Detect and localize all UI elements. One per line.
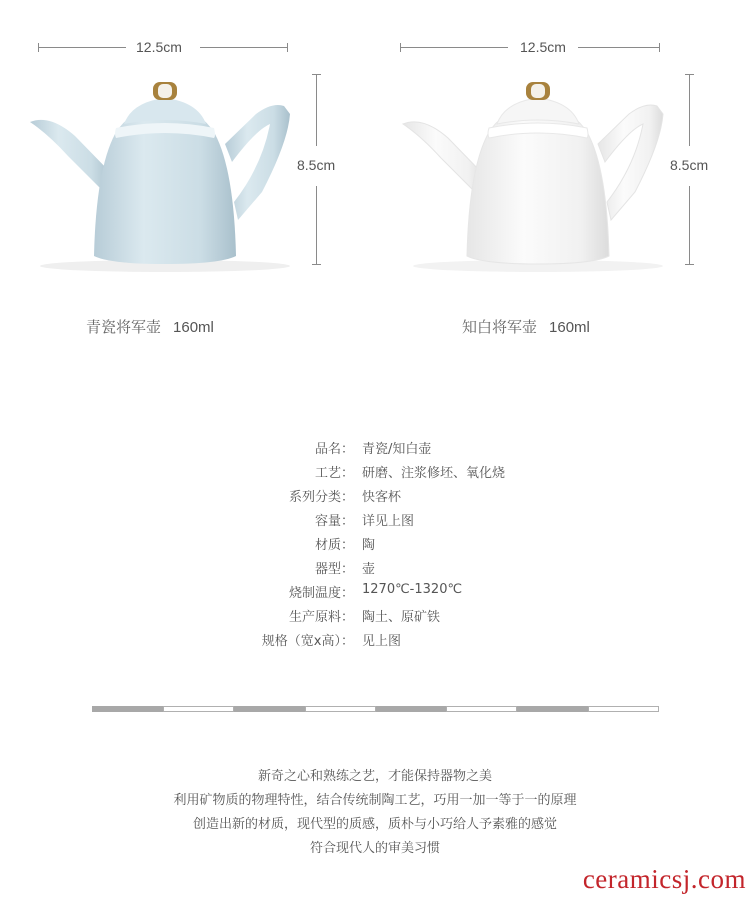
divider-segment	[588, 706, 659, 712]
height-dimension-line	[689, 186, 690, 264]
description-line: 新奇之心和熟练之艺，才能保持器物之美	[257, 769, 492, 784]
spec-value: 详见上图	[362, 514, 415, 529]
spec-key: 规格（宽x高）：	[261, 634, 354, 649]
white-teapot-image	[393, 70, 683, 280]
spec-key: 生产原料：	[288, 610, 354, 625]
height-dimension-line	[316, 186, 317, 264]
width-dimension-cap	[38, 43, 39, 52]
width-dimension-cap	[659, 43, 660, 52]
product-volume: 160ml	[173, 319, 214, 336]
spec-value: 快客杯	[362, 490, 402, 505]
product-name: 知白将军壶	[462, 318, 538, 336]
spec-key: 烧制温度：	[288, 586, 354, 601]
width-label: 12.5cm	[136, 39, 182, 55]
height-dimension-cap	[685, 74, 694, 75]
width-dimension-line	[400, 47, 508, 48]
height-label: 8.5cm	[670, 157, 709, 173]
height-dimension-cap	[685, 264, 694, 265]
spec-key: 容量：	[314, 514, 354, 529]
width-dimension-line	[200, 47, 288, 48]
product-name: 青瓷将军壶	[86, 318, 162, 336]
product-caption	[86, 316, 214, 337]
spec-key: 器型：	[314, 562, 354, 577]
spec-key: 系列分类：	[288, 490, 354, 505]
watermark: ceramicsj.com	[582, 864, 746, 894]
height-label: 8.5cm	[297, 157, 336, 173]
width-dimension-cap	[287, 43, 288, 52]
divider-segment	[446, 706, 517, 712]
spec-value: 1270℃-1320℃	[362, 582, 463, 597]
spec-value: 壶	[362, 562, 376, 577]
spec-value: 陶	[362, 538, 376, 553]
height-dimension-cap	[312, 264, 321, 265]
divider-segment	[234, 706, 305, 712]
description-line: 创造出新的材质，现代型的质感，质朴与小巧给人予素雅的感觉	[192, 817, 557, 832]
width-label: 12.5cm	[520, 39, 566, 55]
spec-value: 陶土、原矿铁	[362, 610, 441, 625]
description-line: 利用矿物质的物理特性，结合传统制陶工艺，巧用一加一等于一的原理	[173, 793, 577, 808]
divider-segment	[517, 706, 588, 712]
divider-segment	[92, 706, 163, 712]
height-dimension-line	[689, 74, 690, 146]
spec-value: 青瓷/知白壶	[362, 442, 432, 457]
spec-key: 材质：	[314, 538, 354, 553]
width-dimension-cap	[400, 43, 401, 52]
segmented-divider	[92, 706, 659, 714]
divider-segment	[376, 706, 447, 712]
spec-value: 见上图	[362, 634, 402, 649]
width-dimension-line	[38, 47, 126, 48]
divider-segment	[163, 706, 234, 712]
celadon-teapot-image	[20, 70, 310, 280]
spec-value: 研磨、注浆修坯、氧化烧	[362, 466, 506, 481]
spec-key: 工艺：	[314, 466, 354, 481]
height-dimension-cap	[312, 74, 321, 75]
width-dimension-line	[578, 47, 660, 48]
spec-key: 品名：	[314, 442, 354, 457]
product-caption	[462, 316, 590, 337]
divider-segment	[305, 706, 376, 712]
product-volume: 160ml	[549, 319, 590, 336]
description-line: 符合现代人的审美习惯	[309, 841, 440, 856]
height-dimension-line	[316, 74, 317, 146]
